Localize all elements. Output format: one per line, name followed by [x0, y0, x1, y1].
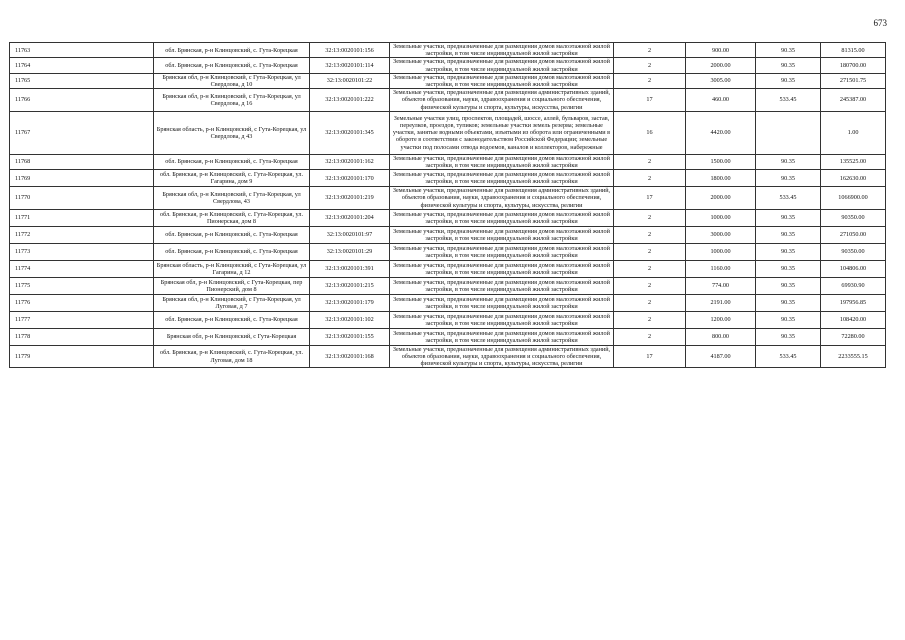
- row-id: 11771: [10, 209, 154, 226]
- land-use-cell: Земельные участки, предназначенные для размещения административных зданий, объектов образования, науки, здравоохранения и социального обеспечения, физической культуры и спорта, культуры, искусства, религии: [390, 89, 614, 112]
- cadastral-number-cell: 32:13:0020101:215: [310, 277, 390, 294]
- rate-cell: 90.35: [756, 311, 821, 328]
- address-cell: Брянская обл, р-н Клинцовский, с Гута-Корецкая, ул Свердлова, д 16: [154, 89, 310, 112]
- land-use-cell: Земельные участки, предназначенные для размещения домов малоэтажной жилой застройки, в том числе индивидуальной жилой застройки: [390, 243, 614, 260]
- group-cell: 16: [614, 111, 686, 154]
- group-cell: 2: [614, 243, 686, 260]
- address-cell: Брянская обл, р-н Клинцовский, с Гута-Корецкая, ул Луговая, д 7: [154, 294, 310, 311]
- rate-cell: 90.35: [756, 154, 821, 169]
- cadastral-number-cell: 32:13:0020101:155: [310, 328, 390, 345]
- row-id: 11776: [10, 294, 154, 311]
- area-cell: 1000.00: [686, 243, 756, 260]
- cadastral-value-cell: 81315.00: [821, 43, 886, 58]
- row-id: 11774: [10, 260, 154, 277]
- area-cell: 3005.00: [686, 73, 756, 88]
- area-cell: 2191.00: [686, 294, 756, 311]
- area-cell: 4420.00: [686, 111, 756, 154]
- cadastral-value-cell: 90350.00: [821, 243, 886, 260]
- cadastral-number-cell: 32:13:0020101:170: [310, 170, 390, 187]
- address-cell: обл. Брянская, р-н Клинцовский, с. Гута-Корецкая, ул. Гагарина, дом 9: [154, 170, 310, 187]
- area-cell: 1800.00: [686, 170, 756, 187]
- cadastral-table: [9, 42, 886, 368]
- group-cell: 17: [614, 345, 686, 368]
- address-cell: обл. Брянская, р-н Клинцовский, с. Гута-Корецкая, ул. Луговая, дом 18: [154, 345, 310, 368]
- address-cell: обл. Брянская, р-н Клинцовский, с. Гута-Корецкая: [154, 43, 310, 58]
- area-cell: 1200.00: [686, 311, 756, 328]
- rate-cell: 533.45: [756, 345, 821, 368]
- table-row: [10, 58, 886, 73]
- table-row: [10, 209, 886, 226]
- table-row: [10, 243, 886, 260]
- row-id: 11773: [10, 243, 154, 260]
- rate-cell: 90.35: [756, 260, 821, 277]
- row-id: 11779: [10, 345, 154, 368]
- table-row: [10, 260, 886, 277]
- area-cell: 2000.00: [686, 187, 756, 210]
- table-row: [10, 111, 886, 154]
- cadastral-number-cell: 32:13:0020101:168: [310, 345, 390, 368]
- table-row: [10, 294, 886, 311]
- table-body: [10, 43, 886, 368]
- row-id: 11765: [10, 73, 154, 88]
- address-cell: Брянская обл, р-н Клинцовский, с Гута-Корецкая, пер Пионерский, дом 8: [154, 277, 310, 294]
- row-id: 11766: [10, 89, 154, 112]
- address-cell: обл. Брянская, р-н Клинцовский, с. Гута-Корецкая: [154, 226, 310, 243]
- address-cell: Брянская область, р-н Клинцовский, с Гута-Корецкая, ул Гагарина, д 12: [154, 260, 310, 277]
- cadastral-value-cell: 197956.85: [821, 294, 886, 311]
- area-cell: 3000.00: [686, 226, 756, 243]
- group-cell: 2: [614, 209, 686, 226]
- group-cell: 2: [614, 170, 686, 187]
- rate-cell: 533.45: [756, 187, 821, 210]
- land-use-cell: Земельные участки улиц, проспектов, площадей, шоссе, аллей, бульваров, застав, переулков, проездов, тупиков; земельные участки земель резерва; земельные участки, занятые водными объектами, изъятыми из оборота или ограниченными в обороте в соответствии с законодательством Российской Федерации; земельные участки под полосами отвода водоемов, каналов и коллекторов, набережные: [390, 111, 614, 154]
- rate-cell: 90.35: [756, 226, 821, 243]
- address-cell: обл. Брянская, р-н Клинцовский, с. Гута-Корецкая: [154, 154, 310, 169]
- cadastral-number-cell: 32:13:0020101:204: [310, 209, 390, 226]
- cadastral-number-cell: 32:13:0020101:345: [310, 111, 390, 154]
- land-use-cell: Земельные участки, предназначенные для размещения домов малоэтажной жилой застройки, в том числе индивидуальной жилой застройки: [390, 209, 614, 226]
- group-cell: 2: [614, 73, 686, 88]
- cadastral-value-cell: 104806.00: [821, 260, 886, 277]
- address-cell: Брянская область, р-н Клинцовский, с Гута-Корецкая, ул Свердлова, д 43: [154, 111, 310, 154]
- area-cell: 2000.00: [686, 58, 756, 73]
- cadastral-value-cell: 271501.75: [821, 73, 886, 88]
- row-id: 11772: [10, 226, 154, 243]
- rate-cell: [756, 111, 821, 154]
- cadastral-number-cell: 32:13:0020101:29: [310, 243, 390, 260]
- address-cell: обл. Брянская, р-н Клинцовский, с. Гута-Корецкая: [154, 311, 310, 328]
- row-id: 11763: [10, 43, 154, 58]
- table-row: [10, 89, 886, 112]
- table-row: [10, 170, 886, 187]
- row-id: 11769: [10, 170, 154, 187]
- cadastral-value-cell: 90350.00: [821, 209, 886, 226]
- address-cell: Брянская обл, р-н Клинцовский, с Гута-Корецкая, ул Свердлова, д 10: [154, 73, 310, 88]
- group-cell: 2: [614, 154, 686, 169]
- cadastral-value-cell: 108420.00: [821, 311, 886, 328]
- area-cell: 800.00: [686, 328, 756, 345]
- cadastral-value-cell: 69930.90: [821, 277, 886, 294]
- land-use-cell: Земельные участки, предназначенные для размещения домов малоэтажной жилой застройки, в том числе индивидуальной жилой застройки: [390, 260, 614, 277]
- rate-cell: 90.35: [756, 58, 821, 73]
- cadastral-number-cell: 32:13:0020101:391: [310, 260, 390, 277]
- land-use-cell: Земельные участки, предназначенные для размещения административных зданий, объектов образования, науки, здравоохранения и социального обеспечения, физической культуры и спорта, культуры, искусства, религии: [390, 187, 614, 210]
- row-id: 11770: [10, 187, 154, 210]
- cadastral-value-cell: 72280.00: [821, 328, 886, 345]
- table-row: [10, 73, 886, 88]
- group-cell: 17: [614, 187, 686, 210]
- cadastral-number-cell: 32:13:0020101:97: [310, 226, 390, 243]
- cadastral-number-cell: 32:13:0020101:162: [310, 154, 390, 169]
- table-row: [10, 43, 886, 58]
- row-id: 11778: [10, 328, 154, 345]
- rate-cell: 90.35: [756, 294, 821, 311]
- row-id: 11764: [10, 58, 154, 73]
- group-cell: 2: [614, 294, 686, 311]
- land-use-cell: Земельные участки, предназначенные для размещения домов малоэтажной жилой застройки, в том числе индивидуальной жилой застройки: [390, 154, 614, 169]
- rate-cell: 90.35: [756, 328, 821, 345]
- cadastral-value-cell: 245387.00: [821, 89, 886, 112]
- cadastral-number-cell: 32:13:0020101:179: [310, 294, 390, 311]
- address-cell: обл. Брянская, р-н Клинцовский, с. Гута-Корецкая, ул. Пионерская, дом 8: [154, 209, 310, 226]
- cadastral-value-cell: 271050.00: [821, 226, 886, 243]
- land-use-cell: Земельные участки, предназначенные для размещения домов малоэтажной жилой застройки, в том числе индивидуальной жилой застройки: [390, 328, 614, 345]
- table-row: [10, 154, 886, 169]
- table-row: [10, 187, 886, 210]
- land-use-cell: Земельные участки, предназначенные для размещения административных зданий, объектов образования, науки, здравоохранения и социального обеспечения, физической культуры и спорта, культуры, искусства, религии: [390, 345, 614, 368]
- cadastral-value-cell: 180700.00: [821, 58, 886, 73]
- rate-cell: 90.35: [756, 73, 821, 88]
- row-id: 11768: [10, 154, 154, 169]
- group-cell: 2: [614, 260, 686, 277]
- land-use-cell: Земельные участки, предназначенные для размещения домов малоэтажной жилой застройки, в том числе индивидуальной жилой застройки: [390, 170, 614, 187]
- cadastral-number-cell: 32:13:0020101:22: [310, 73, 390, 88]
- area-cell: 1500.00: [686, 154, 756, 169]
- cadastral-number-cell: 32:13:0020101:222: [310, 89, 390, 112]
- cadastral-value-cell: 135525.00: [821, 154, 886, 169]
- address-cell: Брянская обл, р-н Клинцовский, с Гута-Корецкая, ул Свердлова, 43: [154, 187, 310, 210]
- area-cell: 1160.00: [686, 260, 756, 277]
- land-use-cell: Земельные участки, предназначенные для размещения домов малоэтажной жилой застройки, в том числе индивидуальной жилой застройки: [390, 58, 614, 73]
- cadastral-number-cell: 32:13:0020101:156: [310, 43, 390, 58]
- cadastral-number-cell: 32:13:0020101:219: [310, 187, 390, 210]
- land-use-cell: Земельные участки, предназначенные для размещения домов малоэтажной жилой застройки, в том числе индивидуальной жилой застройки: [390, 73, 614, 88]
- group-cell: 17: [614, 89, 686, 112]
- cadastral-number-cell: 32:13:0020101:114: [310, 58, 390, 73]
- land-use-cell: Земельные участки, предназначенные для размещения домов малоэтажной жилой застройки, в том числе индивидуальной жилой застройки: [390, 277, 614, 294]
- page-number: 673: [873, 18, 887, 28]
- rate-cell: 533.45: [756, 89, 821, 112]
- rate-cell: 90.35: [756, 170, 821, 187]
- group-cell: 2: [614, 226, 686, 243]
- group-cell: 2: [614, 277, 686, 294]
- cadastral-value-cell: 162630.00: [821, 170, 886, 187]
- cadastral-value-cell: 1066900.00: [821, 187, 886, 210]
- table-row: [10, 226, 886, 243]
- address-cell: Брянская обл, р-н Клинцовский, с Гута-Корецкая: [154, 328, 310, 345]
- table-row: [10, 277, 886, 294]
- rate-cell: 90.35: [756, 243, 821, 260]
- rate-cell: 90.35: [756, 277, 821, 294]
- address-cell: обл. Брянская, р-н Клинцовский, с. Гута-Корецкая: [154, 243, 310, 260]
- table-row: [10, 345, 886, 368]
- row-id: 11777: [10, 311, 154, 328]
- rate-cell: 90.35: [756, 209, 821, 226]
- address-cell: обл. Брянская, р-н Клинцовский, с. Гута-Корецкая: [154, 58, 310, 73]
- land-use-cell: Земельные участки, предназначенные для размещения домов малоэтажной жилой застройки, в том числе индивидуальной жилой застройки: [390, 311, 614, 328]
- area-cell: 774.00: [686, 277, 756, 294]
- land-use-cell: Земельные участки, предназначенные для размещения домов малоэтажной жилой застройки, в том числе индивидуальной жилой застройки: [390, 294, 614, 311]
- cadastral-number-cell: 32:13:0020101:102: [310, 311, 390, 328]
- row-id: 11775: [10, 277, 154, 294]
- land-use-cell: Земельные участки, предназначенные для размещения домов малоэтажной жилой застройки, в том числе индивидуальной жилой застройки: [390, 43, 614, 58]
- area-cell: 460.00: [686, 89, 756, 112]
- group-cell: 2: [614, 58, 686, 73]
- cadastral-value-cell: 1.00: [821, 111, 886, 154]
- area-cell: 900.00: [686, 43, 756, 58]
- land-use-cell: Земельные участки, предназначенные для размещения домов малоэтажной жилой застройки, в том числе индивидуальной жилой застройки: [390, 226, 614, 243]
- rate-cell: 90.35: [756, 43, 821, 58]
- row-id: 11767: [10, 111, 154, 154]
- table-row: [10, 311, 886, 328]
- group-cell: 2: [614, 311, 686, 328]
- area-cell: 4187.00: [686, 345, 756, 368]
- group-cell: 2: [614, 328, 686, 345]
- area-cell: 1000.00: [686, 209, 756, 226]
- cadastral-value-cell: 2233555.15: [821, 345, 886, 368]
- table-row: [10, 328, 886, 345]
- group-cell: 2: [614, 43, 686, 58]
